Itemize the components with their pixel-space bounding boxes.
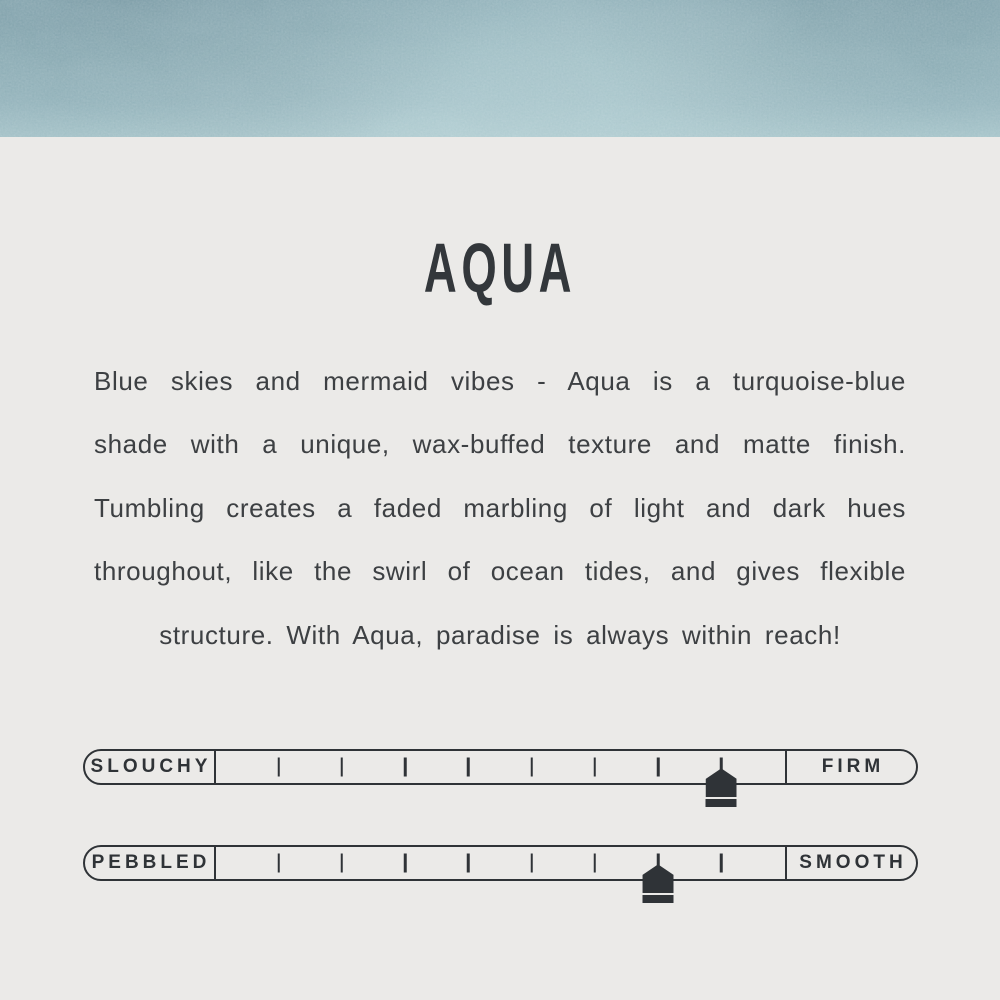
- tick-mark: [341, 758, 344, 777]
- tick-mark: [404, 758, 407, 777]
- marker-base-icon: [706, 799, 737, 807]
- tick-mark: [277, 854, 280, 873]
- page-title: AQUA: [423, 229, 577, 307]
- slider-ticks: [216, 751, 785, 783]
- slider-right-label: [785, 751, 916, 783]
- attribute-scales: [0, 749, 1000, 881]
- slider-right-label: [785, 847, 916, 879]
- slider-ticks: [216, 847, 785, 879]
- marker-pointer-icon: [706, 768, 737, 797]
- leather-swatch-image: [0, 0, 1000, 137]
- tick-mark: [530, 758, 533, 777]
- tick-mark: [720, 854, 723, 873]
- tick-mark: [277, 758, 280, 777]
- marker-pointer-icon: [643, 864, 674, 893]
- tick-mark: [530, 854, 533, 873]
- slider-pebbled-smooth: [83, 845, 918, 881]
- slider-left-label-text: PEBBLED: [91, 852, 211, 874]
- slider-left-label-text: SLOUCHY: [90, 756, 212, 778]
- tick-mark: [467, 854, 470, 873]
- slider-left-label: [85, 751, 216, 783]
- slider-marker: [706, 768, 737, 807]
- tick-mark: [594, 854, 597, 873]
- slider-right-label-text: SMOOTH: [799, 852, 907, 874]
- color-description: Blue skies and mermaid vibes - Aqua is a turquoise-blue shade with a unique, wax-buffed texture and matte finish. Tumbling creates a faded marbling of light and dark hues throughout, like the swirl of ocean tides, and gives flexible structure. With Aqua, paradise is always within reach!: [94, 365, 906, 650]
- leather-grain-texture: [0, 0, 1000, 137]
- tick-mark: [404, 854, 407, 873]
- marker-base-icon: [643, 895, 674, 903]
- slider-left-label: [85, 847, 216, 879]
- tick-mark: [341, 854, 344, 873]
- tick-mark: [657, 758, 660, 777]
- slider-slouchy-firm: [83, 749, 918, 785]
- slider-marker: [643, 864, 674, 903]
- tick-mark: [594, 758, 597, 777]
- tick-mark: [467, 758, 470, 777]
- slider-right-label-text: FIRM: [821, 756, 885, 778]
